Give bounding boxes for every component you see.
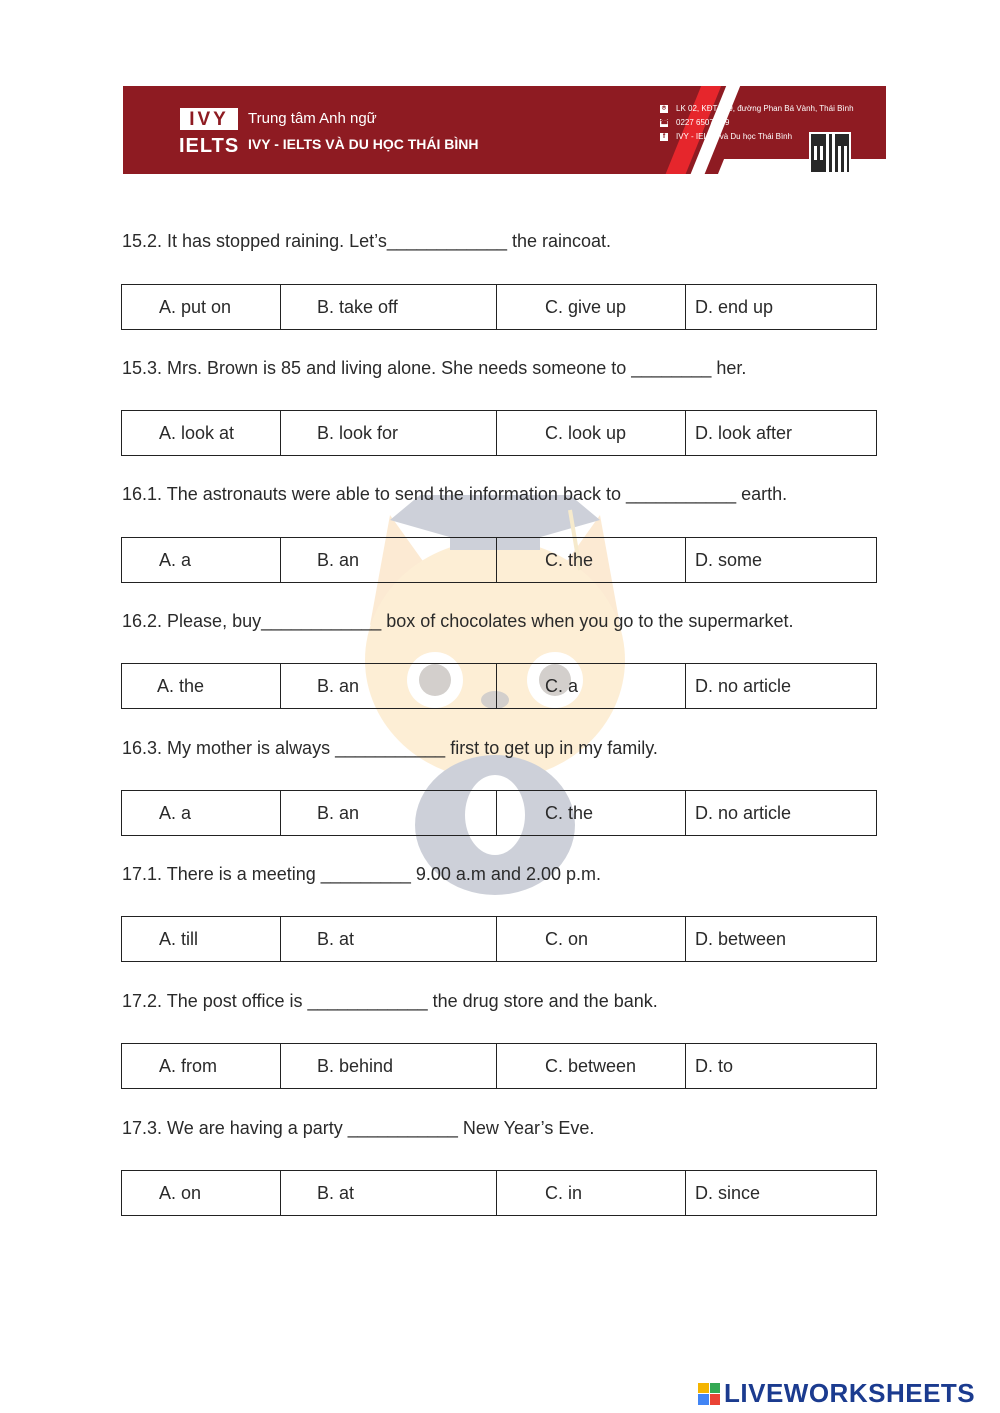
contact-text: LK 02, KĐT 379, đường Phan Bá Vành, Thái Bình: [676, 104, 854, 113]
option-b[interactable]: B. look for: [280, 411, 496, 455]
option-c[interactable]: C. look up: [496, 411, 685, 455]
question-17-1: 17.1. There is a meeting _________ 9.00 a.m and 2.00 p.m.: [122, 864, 601, 884]
options-16-1: [121, 537, 877, 583]
brand-subtitle: Trung tâm Anh ngữ: [248, 110, 377, 127]
location-icon: ⌾: [661, 105, 667, 112]
option-a[interactable]: A. look at: [159, 422, 235, 443]
liveworksheets-logo: [698, 1378, 975, 1409]
liveworksheets-icon: [698, 1383, 720, 1405]
question-17-3: 17.3. We are having a party ___________ New Year’s Eve.: [122, 1118, 595, 1138]
header-banner: [123, 86, 886, 174]
option-c[interactable]: C. the: [496, 791, 685, 835]
option-a[interactable]: A. put on: [159, 296, 232, 317]
contact-text: 0227 6507 999: [676, 118, 730, 127]
question-16-1: 16.1. The astronauts were able to send the information back to ___________ earth.: [122, 484, 788, 504]
option-b[interactable]: B. an: [280, 791, 496, 835]
contact-text: IVY - IELTS và Du học Thái Bình: [676, 132, 793, 141]
option-c[interactable]: C. in: [496, 1171, 685, 1215]
option-d[interactable]: D. to: [685, 1044, 876, 1088]
contact-phone: [660, 116, 854, 130]
option-b[interactable]: B. take off: [280, 285, 496, 329]
option-a[interactable]: A. a: [159, 549, 192, 570]
options-16-2: [121, 663, 877, 709]
option-d[interactable]: D. no article: [685, 791, 876, 835]
option-c[interactable]: C. the: [496, 538, 685, 582]
options-16-3: [121, 790, 877, 836]
footer-brand: LIVEWORKSHEETS: [724, 1378, 976, 1408]
option-b[interactable]: B. an: [280, 538, 496, 582]
option-d[interactable]: D. end up: [685, 285, 876, 329]
options-17-2: [121, 1043, 877, 1089]
options-15-3: [121, 410, 877, 456]
option-a[interactable]: A. the: [157, 675, 205, 696]
options-17-3: [121, 1170, 877, 1216]
logo-ivy: IVY: [180, 108, 238, 130]
option-d[interactable]: D. between: [685, 917, 876, 961]
option-b[interactable]: B. at: [280, 1171, 496, 1215]
question-16-2: 16.2. Please, buy____________ box of chocolates when you go to the supermarket.: [122, 611, 794, 631]
option-d[interactable]: D. since: [685, 1171, 876, 1215]
option-d[interactable]: D. no article: [685, 664, 876, 708]
option-a[interactable]: A. on: [159, 1182, 202, 1203]
option-c[interactable]: C. between: [496, 1044, 685, 1088]
question-17-2: 17.2. The post office is ____________ the drug store and the bank.: [122, 991, 658, 1011]
option-c[interactable]: C. on: [496, 917, 685, 961]
facebook-icon: f: [660, 133, 668, 141]
option-a[interactable]: A. a: [159, 802, 192, 823]
option-b[interactable]: B. at: [280, 917, 496, 961]
question-16-3: 16.3. My mother is always ___________ first to get up in my family.: [122, 738, 658, 758]
option-c[interactable]: C. give up: [496, 285, 685, 329]
qr-code-icon: [809, 132, 851, 174]
phone-icon: ☎: [660, 119, 669, 126]
option-c[interactable]: C. a: [496, 664, 685, 708]
options-17-1: [121, 916, 877, 962]
question-15-3: 15.3. Mrs. Brown is 85 and living alone. She needs someone to ________ her.: [122, 358, 747, 378]
option-d[interactable]: D. look after: [685, 411, 876, 455]
option-b[interactable]: B. behind: [280, 1044, 496, 1088]
option-b[interactable]: B. an: [280, 664, 496, 708]
banner-cut: [716, 159, 886, 174]
brand-title: IVY - IELTS VÀ DU HỌC THÁI BÌNH: [248, 136, 479, 152]
options-15-2: [121, 284, 877, 330]
option-a[interactable]: A. till: [159, 928, 199, 949]
option-a[interactable]: A. from: [159, 1055, 218, 1076]
question-15-2: 15.2. It has stopped raining. Let’s____________ the raincoat.: [122, 231, 612, 251]
logo-ielts: IELTS: [179, 135, 240, 157]
contact-address: [660, 102, 854, 116]
option-d[interactable]: D. some: [685, 538, 876, 582]
